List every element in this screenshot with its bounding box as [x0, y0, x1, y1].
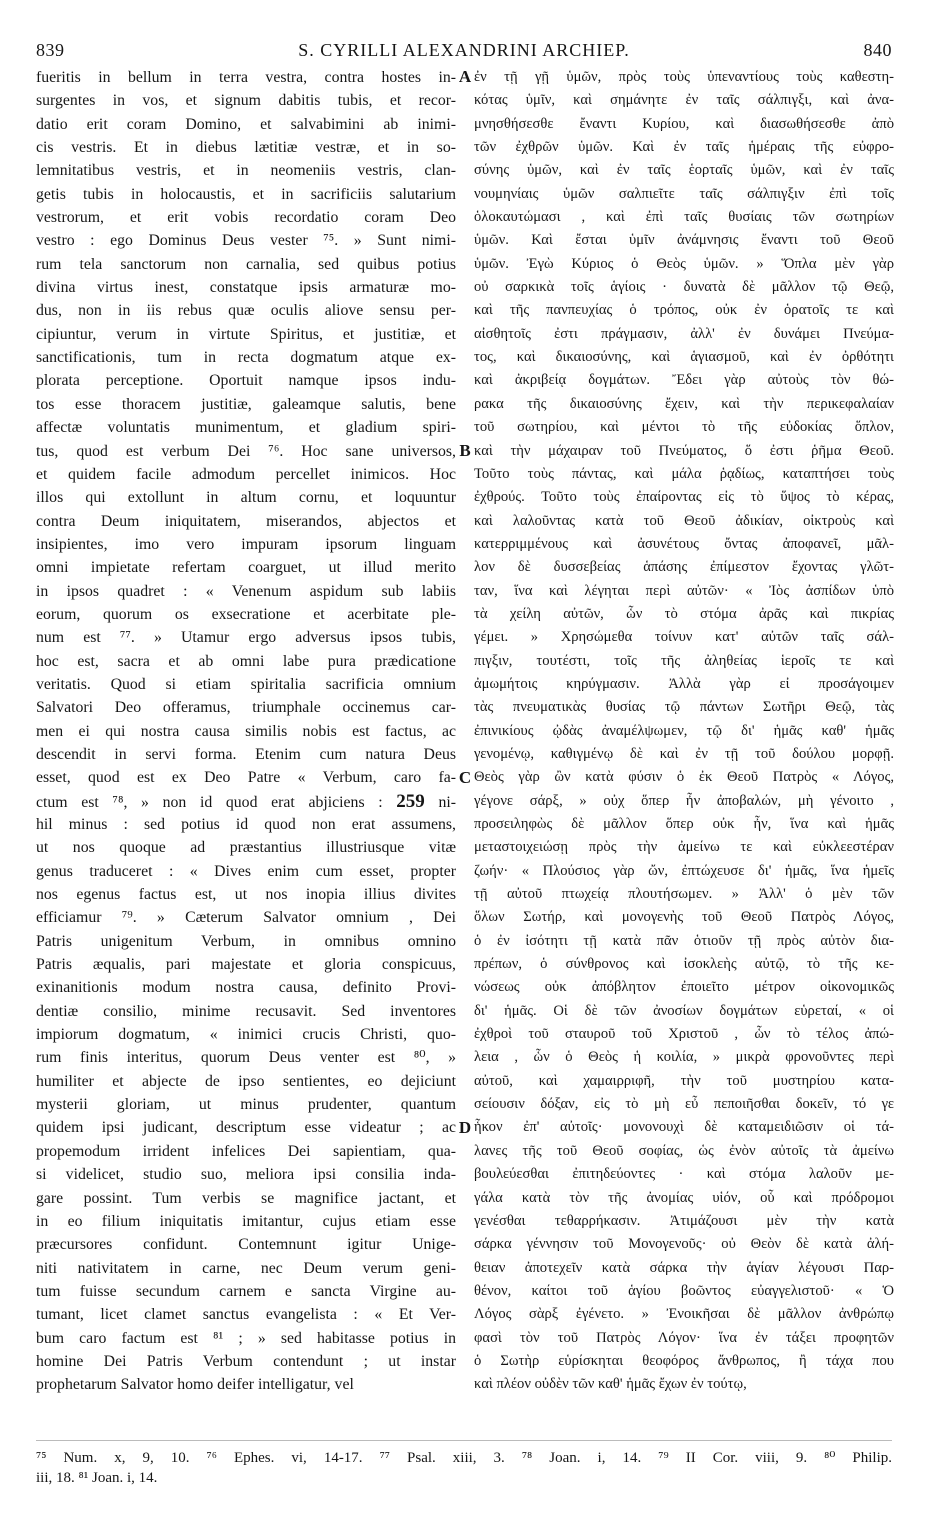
text-line: insipientes, imo vero impuram ipsorum linguam — [36, 535, 456, 553]
text-line: bum caro factum est ⁸¹ ; » sed habitasse potius in — [36, 1329, 456, 1347]
text-line: prophetarum Salvator homo deifer intelligatur, vel — [36, 1376, 354, 1394]
text-line: τὰ χείλη αὐτῶν, ὧν τὸ στόμα ἀρᾶς καὶ πικρίας — [474, 605, 894, 622]
text-line: πιγξιν, τουτέστι, τοῖς τῆς ἀληθείας ἱεροῖς τε καὶ — [474, 652, 894, 669]
text-line: οὐ σαρκικὰ τοῖς ἁγίοις · δυνατὰ δὲ μᾶλλον τῷ Θεῷ, — [474, 279, 894, 296]
inline-page-number: 259 — [396, 790, 425, 812]
text-line: κατερριμμένους καὶ ἀσυνέτους ὄντας ἀποφανεῖ, μᾶλ- — [474, 535, 894, 552]
text-line: tumant, licet clamet sanctus evangelista : « Et Ver- — [36, 1306, 456, 1324]
text-line: γάλα κατὰ τὸν τῆς ἀνομίας υἱόν, οὗ καὶ πρόδρομοι — [474, 1189, 894, 1206]
text-line: ἐχθρούς. Τοῦτο τοὺς ἐπαίροντας εἰς τὸ ὕψος τὸ κέρας, — [474, 489, 894, 506]
page-number-right: 840 — [863, 40, 892, 60]
text-line: hoc est, sacra et ab omni labe pura prædicatione — [36, 652, 456, 670]
text-line: νουμηνίαις ὑμῶν σαλπιεῖτε ταῖς σάλπιγξιν ἐπὶ τοῖς — [474, 185, 894, 202]
text-line: Patris æqualis, pari majestate et gloria conspicuus, — [36, 956, 456, 974]
text-line: προσειληφὼς δὲ μᾶλλον ὅπερ οὐκ ἦν, ἵνα καὶ ἡμᾶς — [474, 816, 894, 832]
text-line: fueritis in bellum in terra vestra, contra hostes in- — [36, 69, 456, 86]
text-line: λανες τῆς τοῦ Θεοῦ σοφίας, ὡς ἐνὸν αὐτοῖς τὰ ἀμείνω — [474, 1142, 894, 1159]
text-line: hil minus : sed potius id quod non erat assumens, — [36, 816, 456, 833]
text-line: γενέσθαι τεθαρρήκασιν. Ἀτιμάζουσι μὲν τὴν κατὰ — [474, 1212, 894, 1229]
text-line: λον δὲ δυσσεβείας ἁπάσης ἐπίμεστον ἔχοντας γλῶτ- — [474, 559, 894, 576]
text-line: καὶ τῆς πανπευχίας ὁ τρόπος, οὐκ ἐν ὁρατοῖς τε καὶ — [474, 302, 894, 319]
text-line: omni impietate refertam coarguet, ut illud merito — [36, 559, 456, 577]
text-line: Salvatori Deo offeramus, triumphale occinemus car- — [36, 699, 456, 717]
text-line: et quidem facile admodum percellet inimicos. Hoc — [36, 465, 456, 483]
text-line: μεταστοιχειώσῃ πρὸς τὴν ἀμείνω τε καὶ εὐκλεεστέραν — [474, 839, 894, 856]
text-line: φασὶ τὸν τοῦ Πατρὸς Λόγον· ἵνα ἐν τάξει προφητῶν — [474, 1329, 894, 1346]
text-line: divina virtus inest, constatque ipsis armaturæ mo- — [36, 279, 456, 297]
text-line: illos qui extollunt in altum cornu, et loquuntur — [36, 489, 456, 507]
footnote-rule — [36, 1440, 892, 1441]
text-line: ὁ Σωτὴρ εὑρίσκηται θεοφόρος ἄνθρωπος, ἢ τάχα που — [474, 1352, 894, 1369]
text-line: Θεὸς γὰρ ὢν κατὰ φύσιν ὁ ἐκ Θεοῦ Πατρὸς « Λόγος, — [474, 769, 894, 786]
text-line: Λόγος σὰρξ ἐγένετο. » Ἐνοικῆσαι δὲ μᾶλλον ἀνθρώπῳ — [474, 1306, 894, 1323]
text-line: efficiamur ⁷⁹. » Cæterum Salvator omnium , Dei — [36, 909, 456, 927]
text-line: τῶν ἐχθρῶν ὑμῶν. Καὶ ἐν ταῖς ἡμέραις τῆς εὐφρο- — [474, 139, 894, 156]
page-number-left: 839 — [36, 40, 65, 60]
text-line: contra Deum iniquitatem, miserandos, abjectos et — [36, 512, 456, 530]
text-line: in eo filium iniquitatis imitantur, cujus etiam esse — [36, 1212, 456, 1230]
footnotes — [36, 1448, 892, 1488]
text-line: ἀμωμήτοις κηρύγμασιν. Ἀλλὰ γὰρ εἰ προσάγοιμεν — [474, 675, 894, 692]
text-line: γέγονε σάρξ, » οὐχ ὅπερ ἦν ἀποβαλών, μὴ γένοιτο , — [474, 792, 894, 809]
text-line: ut nos quoque ad præstantius illustriusque vitæ — [36, 839, 456, 857]
text-line: κότας ὑμῖν, καὶ σημάνητε ἐν ταῖς σάλπιγξι, καὶ ἀνα- — [474, 92, 894, 109]
text-line: ἐπινικίους ᾠδὰς ἀναμέλψωμεν, τῷ δι' ἡμᾶς καθ' ἡμᾶς — [474, 722, 894, 739]
text-line: καὶ λαλοῦντας κατὰ τοῦ Θεοῦ ἀδικίαν, οἰκτροὺς καὶ — [474, 512, 894, 529]
text-line: ταν, ἵνα καὶ λέγηται περὶ αὐτῶν· « Ἰὸς ἀσπίδων ὑπὸ — [474, 582, 894, 599]
text-line: descendit in servi forma. Etenim cum natura Deus — [36, 745, 456, 763]
text-line: rum finis interitus, quorum Deus venter est ⁸⁰, » — [36, 1049, 456, 1067]
text-line: καὶ τὴν μάχαιραν τοῦ Πνεύματος, ὅ ἐστι ῥῆμα Θεοῦ. — [474, 442, 894, 459]
text-line: ἐχθροὶ τοῦ σταυροῦ τοῦ Χριστοῦ , ὧν τὸ τέλος ἀπώ- — [474, 1026, 894, 1043]
text-line: τος, καὶ δικαιοσύνης, καὶ ἁγιασμοῦ, καὶ ἐν ὀρθότητι — [474, 349, 894, 366]
text-line: tos esse thoracem justitiæ, galeamque salutis, bene — [36, 395, 456, 413]
text-line: ἐν τῇ γῇ ὑμῶν, πρὸς τοὺς ὑπεναντίους τοὺς καθεστη- — [474, 69, 894, 85]
text-line: αὐτοῦ, καὶ χαμαιρριφῆ, τὴν τοῦ μυστηρίου κατα- — [474, 1072, 894, 1089]
text-line: men ei qui nostra causa similis nobis est factus, ac — [36, 722, 456, 740]
section-marker-d: D — [458, 1118, 472, 1137]
text-line: niti nativitatem in carne, nec Deum verum geni- — [36, 1259, 456, 1277]
text-line: affectæ voluntatis munimentum, et gladium spiri- — [36, 419, 456, 437]
text-line: surgentes in vos, et signum dabitis tubis, et recor- — [36, 92, 456, 110]
text-line: ζωήν· « Πλούσιος γὰρ ὤν, ἐπτώχευσε δι' ἡμᾶς, ἵνα ἡμεῖς — [474, 862, 894, 879]
text-line: præcursores confidunt. Contemnunt igitur Unige- — [36, 1236, 456, 1254]
text-line: τοῦ σωτηρίου, καὶ μέντοι τὸ τῆς εὐδοκίας ὅπλον, — [474, 419, 894, 436]
text-line: sanctificationis, tum in recta dogmatum atque ex- — [36, 349, 456, 367]
text-line: ὁλοκαυτώμασι , καὶ ἐπὶ ταῖς θυσίαις τῶν σωτηρίων — [474, 209, 894, 226]
footnote-line: ⁷⁵ Num. x, 9, 10. ⁷⁶ Ephes. vi, 14-17. ⁷⁷ Psal. xiii, 3. ⁷⁸ Joan. i, 14. ⁷⁹ II Cor. viii, 9. ⁸⁰ Philip. — [36, 1450, 892, 1466]
text-line: καὶ πλέον οὐδὲν τῶν καθ' ἡμᾶς ἔχων ἐν τούτῳ, — [474, 1376, 747, 1393]
section-marker-a: A — [458, 67, 472, 86]
text-line: dus, non in iis rebus quæ oculis aliove sensu per- — [36, 302, 456, 320]
text-line: rum tela sanctorum non carnalia, sed quibus potius — [36, 255, 456, 273]
text-line: θένον, καίτοι τοῦ ἁγίου βοῶντος εὐαγγελιστοῦ· « Ὁ — [474, 1282, 894, 1299]
text-line: tus, quod est verbum Dei ⁷⁶. Hoc sane universos, — [36, 442, 456, 460]
text-line: nos egenus factus est, ut nos inopia illius divites — [36, 886, 456, 904]
text-line: humiliter et abjecte de ipso sentientes, eo dejiciunt — [36, 1072, 456, 1090]
text-line: cis vestris. Et in diebus lætitiæ vestræ, et in so- — [36, 139, 456, 157]
section-marker-c: C — [458, 768, 472, 787]
text-line: σάρκα γέννησιν τοῦ Μονογενοῦς· οὐ Θεὸν δὲ κατὰ ἀλή- — [474, 1236, 894, 1253]
text-line: propemodum irrident infelices Dei sapientiam, qua- — [36, 1142, 456, 1160]
text-line: tum fuisse secundum carnem e sancta Virgine au- — [36, 1282, 456, 1300]
text-line: ἧκον ἐπ' αὐτοῖς· μονονουχὶ δὲ καταμειδιῶσιν οἱ τά- — [474, 1119, 894, 1136]
text-line: ρακα τῆς δικαιοσύνης ἔχειν, καὶ τὴν περικεφαλαίαν — [474, 395, 894, 412]
text-line: Τοῦτο τοὺς πάντας, καὶ μάλα ῥᾳδίως, καταπτήσει τοὺς — [474, 465, 894, 482]
text-line: τὰς πνευματικὰς θυσίας τῷ πάντων Σωτῆρι Θεῷ, τὰς — [474, 699, 894, 716]
text-line: δι' ἡμᾶς. Οἱ δὲ τῶν ἀνοσίων δογμάτων εὑρεταί, « οἱ — [474, 1002, 894, 1019]
text-line: getis tubis in holocaustis, et in sacrificiis salutarium — [36, 185, 456, 203]
text-line: impiorum dogmatum, « inimici crucis Christi, quo- — [36, 1026, 456, 1044]
text-line: in ipsos quadret : « Venenum aspidum sub labiis — [36, 582, 456, 600]
text-line: γενομένῳ, καθιγμένῳ δὲ καὶ ἐν τῇ τοῦ δούλου μορφῇ. — [474, 745, 894, 762]
text-line: αἰσθητοῖς ἐστι πράγμασιν, ἀλλ' ἐν δυνάμει Πνεύμα- — [474, 325, 894, 342]
text-line: genus traduceret : « Dives enim cum esset, propter — [36, 862, 456, 880]
latin-column — [36, 66, 456, 1397]
text-line: cipiuntur, verum in virtute Spiritus, et justitiæ, et — [36, 325, 456, 343]
running-title: S. CYRILLI ALEXANDRINI ARCHIEP. — [298, 40, 630, 60]
text-line: Patris unigenitum Verbum, in omnibus omnino — [36, 932, 456, 950]
text-line: homine Dei Patris Verbum contendunt ; ut instar — [36, 1352, 456, 1370]
text-line: καὶ ἀκριβείᾳ δογμάτων. Ἔδει γὰρ αὐτοὺς τὸν θώ- — [474, 372, 894, 389]
text-line: si videlicet, studio suo, meliora ipsi consilia inda- — [36, 1166, 456, 1184]
text-line: ὁ ἐν ἰσότητι τῇ κατὰ πᾶν ὁτιοῦν τῇ πρὸς αὐτὸν δια- — [474, 932, 894, 949]
text-line: ctum est ⁷⁸, » non id quod erat abjiciens : 259 ni- — [36, 790, 456, 812]
text-line: veritatis. Quod si etiam spiritalia sacrificia omnium — [36, 675, 456, 693]
text-line: exinanitionis modum nostra causa, definito Provi- — [36, 979, 456, 997]
text-line: μνησθήσεσθε ἔναντι Κυρίου, καὶ διασωθήσεσθε ἀπὸ — [474, 115, 894, 132]
greek-column — [474, 66, 894, 1397]
footnote-line: iii, 18. ⁸¹ Joan. i, 14. — [36, 1470, 158, 1486]
text-line: vestrorum, et erit vobis recordatio coram Deo — [36, 209, 456, 227]
running-header — [36, 40, 892, 66]
text-line: γέμει. » Χρησώμεθα τοίνυν κατ' αὐτῶν ταῖς σάλ- — [474, 629, 894, 646]
text-line: dentiæ consilio, minime recusavit. Sed inventores — [36, 1002, 456, 1020]
text-line: λεια , ὧν ὁ Θεὸς ἡ κοιλία, » μικρὰ φρονοῦντες περὶ — [474, 1049, 894, 1066]
text-line: ὑμῶν. Καὶ ἔσται ὑμῖν ἀνάμνησις ἔναντι τοῦ Θεοῦ — [474, 232, 894, 249]
text-line: lemnitatibus vestris, et in neomeniis vestris, clan- — [36, 162, 456, 180]
text-line: esset, quod est ex Deo Patre « Verbum, caro fa- — [36, 769, 456, 787]
text-line: ὅλων Σωτήρ, καὶ μονογενὴς τοῦ Θεοῦ Πατρὸς Λόγος, — [474, 909, 894, 926]
section-marker-b: B — [459, 441, 471, 460]
text-line: gare possint. Tum verbis se magnifice jactant, et — [36, 1189, 456, 1207]
text-line: quidem ipsi judicant, descriptum esse videatur ; ac — [36, 1119, 456, 1137]
text-line: τῇ αὐτοῦ πτωχείᾳ πλουτήσωμεν. » Ἀλλ' ὁ μὲν τῶν — [474, 886, 894, 903]
text-line: νώσεως οὐκ ἀπόβλητον ἐποιεῖτο μέτρον οἰκονομικῶς — [474, 979, 894, 996]
text-line: ὑμῶν. Ἐγὼ Κύριος ὁ Θεὸς ὑμῶν. » Ὅπλα μὲν γὰρ — [474, 255, 894, 272]
text-line: σύνης ὑμῶν, καὶ ἐν ταῖς ἑορταῖς ὑμῶν, καὶ ἐν ταῖς — [474, 162, 894, 179]
text-line: datio erit coram Domino, et salvabimini ab inimi- — [36, 115, 456, 133]
text-line: θειαν ἀποτεχεῖν κατὰ σάρκα τὴν ἁγίαν λέγουσι Παρ- — [474, 1259, 894, 1276]
text-line: vestro : ego Dominus Deus vester ⁷⁵. » Sunt nimi- — [36, 232, 456, 250]
text-line: πρέπων, ὁ σύνθρονος καὶ ἰσοκλεὴς αὐτῷ, τὸ τῆς κε- — [474, 956, 894, 973]
text-line: plorata perceptione. Oportuit namque ipsos indu- — [36, 372, 456, 390]
text-line: mysterii gloriam, ut minus prudenter, quantum — [36, 1096, 456, 1114]
text-line: eorum, quorum os exsecratione et acerbitate ple- — [36, 605, 456, 623]
text-line: num est ⁷⁷. » Utamur ergo adversus ipsos tubis, — [36, 629, 456, 647]
text-line: σείουσιν δόξαν, εἰς τὸ μὴ εὖ πεποιῆσθαι δοκεῖν, τό γε — [474, 1096, 894, 1113]
text-line: βουλεύεσθαι ἐπιτηδεύοντες · καὶ στόμα λαλοῦν με- — [474, 1166, 894, 1183]
